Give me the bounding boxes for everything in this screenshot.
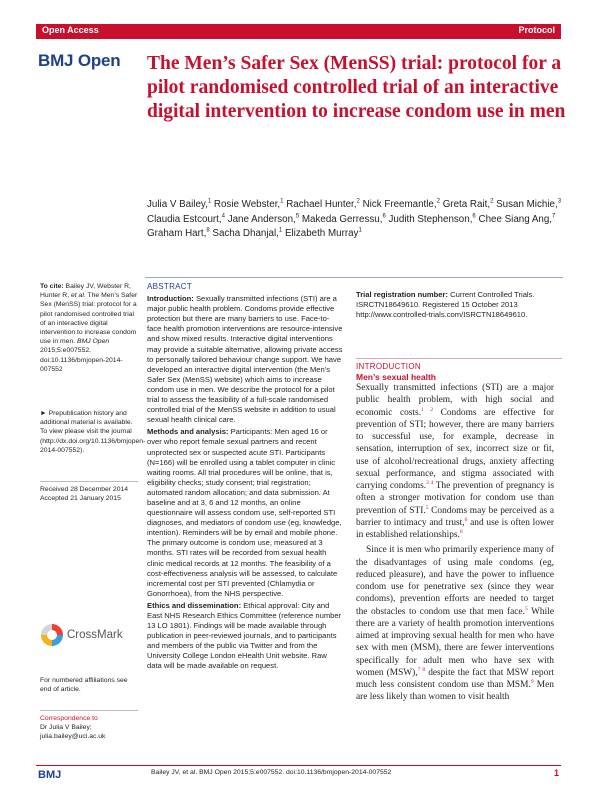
author-affiliation: 3 bbox=[557, 198, 562, 205]
accepted-date: Accepted 21 January 2015 bbox=[40, 495, 121, 503]
author-name[interactable]: Elizabeth Murray bbox=[284, 228, 359, 239]
introduction-subheading: Men’s sexual health bbox=[356, 372, 436, 382]
received-date: Received 28 December 2014 bbox=[40, 486, 129, 493]
open-access-label: Open Access bbox=[42, 25, 99, 35]
author-name[interactable]: Makeda Gerressu, bbox=[301, 213, 383, 225]
page-number: 1 bbox=[553, 768, 559, 778]
author-affiliation: 8 bbox=[206, 227, 210, 234]
reference-link[interactable]: 5 bbox=[524, 605, 528, 612]
cite-label: To cite: bbox=[40, 283, 64, 290]
cite-journal: BMJ Open bbox=[77, 338, 110, 346]
intro-paragraph-2: Since it is men who primarily experience many of the disadvantages of using male condoms (eg, reduced pleasure), and have the power to influence condom use for penetrative sex (since they wear condoms), prevention efforts are needed to target the obstacles to condom use that men face.$^5$ While there are a variety of health promotion interventions aimed at improving sexual health for men who have sex with men (MSM), there are fewer interventions specifically for adult men who have sex with women (MSW),$^{7 8}$ despite the fact that MSW report much less consistent condom use than MSM.$^9$ Men are less likely than women to visit health bbox=[356, 545, 555, 703]
author-name[interactable]: Claudia Estcourt, bbox=[147, 213, 222, 225]
introduction-body bbox=[356, 382, 554, 707]
author-name[interactable]: Jane Anderson, bbox=[227, 213, 296, 225]
author-affiliation: 7 bbox=[552, 213, 556, 220]
reference-link[interactable]: 3 4 bbox=[426, 479, 434, 486]
abstract-divider bbox=[145, 277, 563, 278]
correspondence-block bbox=[40, 710, 138, 742]
abstract-ethics bbox=[147, 601, 343, 672]
header-bar bbox=[36, 24, 561, 39]
abstract-heading: ABSTRACT bbox=[147, 282, 193, 291]
reference-link[interactable]: 5 bbox=[425, 504, 429, 511]
reference-link[interactable]: 6 bbox=[464, 516, 468, 523]
author-name[interactable]: Julia V Bailey, bbox=[147, 199, 208, 210]
cite-etal: et al bbox=[70, 292, 84, 300]
author-affiliation: 2 bbox=[490, 198, 494, 205]
cite-doi[interactable]: 2015;5:e007552. doi:10.1136/bmjopen-2014-007552 bbox=[40, 347, 123, 373]
article-title: The Men’s Safer Sex (MenSS) trial: protocol for a pilot randomised controlled trial of an interactive digital intervention to increase condom use in men bbox=[147, 53, 566, 122]
trial-label: Trial registration number: bbox=[356, 290, 448, 299]
article-type-label: Protocol bbox=[518, 25, 555, 35]
author-name[interactable]: Graham Hart, bbox=[147, 228, 207, 239]
ethics-label: Ethics and dissemination: bbox=[147, 600, 242, 610]
author-affiliation: 1 bbox=[278, 227, 283, 234]
cite-text-2: . The Men’s Safer Sex (MenSS) trial: protocol for a pilot randomised controlled trial of an interactive digital intervention to increase condom use in men. bbox=[40, 292, 138, 346]
footer-citation: Bailey JV, et al. BMJ Open 2015;5:e007552. doi:10.1136/bmjopen-2014-007552 bbox=[151, 769, 392, 776]
abstract-introduction bbox=[147, 294, 343, 425]
author-name[interactable]: Judith Stephenson, bbox=[388, 213, 473, 225]
crossmark-icon bbox=[40, 623, 64, 647]
author-affiliation: 2 bbox=[356, 198, 360, 205]
intro-paragraph-1: Sexually transmitted infections (STI) are a major public health problem, with high social and economic costs.$^{1 2}$ Condoms are effective for prevention of STI; however, there are many barriers to successful use, for example, decrease in sensation, interruption of sex, incorrect size or fit, use of alcohol/recreational drugs, anxiety affecting sexual performance, and stigma associated with carrying condoms.$^{3 4}$ The prevention of pregnancy is often a stronger motivation for condom use than prevention of STI.$^5$ Condoms may be perceived as a barrier to intimacy and trust,$^6$ and use is often lower in established relationships.$^6$ bbox=[356, 383, 555, 540]
reference-link[interactable]: 9 bbox=[530, 678, 534, 685]
correspondence-name: Dr Julia V Bailey; bbox=[40, 724, 92, 732]
reference-link[interactable]: 1 2 bbox=[421, 406, 434, 413]
author-name[interactable]: Rosie Webster, bbox=[213, 199, 281, 210]
methods-text: Participants: Men aged 16 or over who report female sexual partners and recent unprotected sex or suspected acute STI. Participants (N=166) will be enrolled using a tablet computer in clinic waiting rooms. All trial procedures will be online, that is, eligibility checks; study consent; trial registration; automated random allocation; and data submission. At baseline and at 3, 6 and 12 months, an online questionnaire will assess condom use, self-reported STI diagnoses, and mediators of condom use (eg, knowledge, intention). Reminders will be by email and mobile phone. The primary outcome is condom use, measured at 3 months. STI rates will be recorded from sexual health clinic medical records at 12 months. The feasibility of a cost-effectiveness analysis will be assessed, to calculate incremental cost per STI prevented (Chlamydia or Gonorrhoea), from the NHS perspective. bbox=[147, 427, 342, 598]
author-affiliation: 6 bbox=[472, 213, 476, 220]
reference-link[interactable]: 7 8 bbox=[417, 666, 426, 673]
intro-label: Introduction: bbox=[147, 294, 194, 304]
crossmark-badge[interactable] bbox=[40, 623, 132, 649]
ethics-text: Ethical approval: City and East NHS Research Ethics Committee (reference number 13 LO 1801). Findings will be made available through publication in peer-reviewed journals, and to participants and members of the public via Twitter and from the University College London eHealth Unit website. Raw data will be made available on request. bbox=[147, 600, 342, 671]
author-affiliation: 5 bbox=[295, 213, 300, 220]
journal-logo[interactable]: BMJ Open bbox=[38, 51, 121, 70]
author-name[interactable]: Rachael Hunter, bbox=[286, 199, 357, 210]
methods-label: Methods and analysis: bbox=[147, 427, 229, 437]
footer-logo: BMJ bbox=[38, 769, 62, 781]
correspondence-email[interactable]: julia.bailey@ucl.ac.uk bbox=[40, 733, 106, 741]
author-affiliation: 2 bbox=[436, 198, 440, 205]
abstract bbox=[147, 282, 343, 674]
citation-block bbox=[40, 282, 138, 374]
correspondence-label: Correspondence to bbox=[40, 715, 98, 722]
abstract-methods bbox=[147, 427, 343, 599]
reference-link[interactable]: 6 bbox=[459, 528, 463, 535]
author-name[interactable]: Susan Michie, bbox=[496, 199, 558, 210]
trial-text[interactable]: Current Controlled Trials. ISRCTN18649610. Registered 15 October 2013 http://www.controlled-trials.com/ISRCTN18649610. bbox=[356, 290, 535, 320]
intro-text: Sexually transmitted infections (STI) are a major public health problem. Condoms provide effective protection but there are many barriers to use. Face-to-face health promotion interventions are resource-intensive and show mixed results. Interactive digital interventions may provide a suitable alternative, allowing private access to personally tailored behaviour change support. We have developed an interactive digital intervention (the Men’s Safer Sex (MenSS) website) which aims to increase condom use in men. We describe the protocol for a pilot trial to assess the feasibility of a full-scale randomised controlled trial of the MenSS website in addition to usual sexual health clinical care. bbox=[147, 294, 343, 425]
page-footer bbox=[36, 765, 561, 783]
author-affiliation: 1 bbox=[207, 198, 212, 205]
crossmark-label: CrossMark bbox=[67, 629, 123, 641]
author-affiliation: 4 bbox=[221, 213, 225, 220]
author-name[interactable]: Chee Siang Ang, bbox=[478, 213, 553, 225]
author-list bbox=[147, 198, 567, 242]
author-affiliation: 6 bbox=[382, 213, 386, 220]
author-name[interactable]: Greta Rait, bbox=[442, 199, 491, 210]
prepub-note[interactable]: ► Prepublication history and additional material is available. To view please visit the journal (http://dx.doi.org/10.1136/bmjopen-2014-007552). bbox=[40, 410, 146, 454]
introduction-heading: INTRODUCTION bbox=[356, 358, 562, 371]
affiliations-note: For numbered affiliations see end of article. bbox=[40, 677, 128, 694]
author-name[interactable]: Nick Freemantle, bbox=[362, 199, 437, 210]
trial-registration bbox=[356, 290, 562, 320]
author-affiliation: 1 bbox=[280, 198, 284, 205]
dates-block bbox=[40, 481, 138, 503]
author-name[interactable]: Sacha Dhanjal, bbox=[212, 228, 279, 239]
cite-text: Bailey JV, Webster R, Hunter R, bbox=[40, 283, 131, 300]
author-affiliation: 1 bbox=[358, 227, 362, 234]
